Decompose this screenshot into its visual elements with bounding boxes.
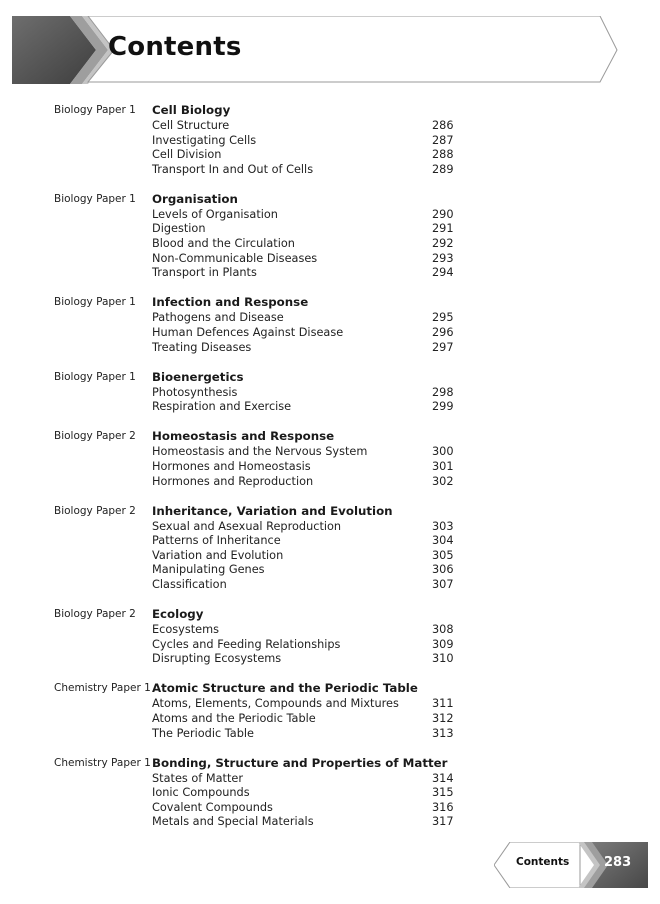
- toc-entry[interactable]: [0, 475, 660, 490]
- toc-entry[interactable]: [0, 563, 660, 578]
- paper-label: Biology Paper 2: [54, 430, 136, 443]
- topic-page-number: 300: [432, 445, 454, 459]
- topic-name: Hormones and Homeostasis: [152, 459, 311, 473]
- topic-page-number: 295: [432, 311, 454, 325]
- topic-name: The Periodic Table: [152, 726, 254, 740]
- topic-page-number: 286: [432, 119, 454, 132]
- paper-label: Biology Paper 1: [54, 192, 136, 205]
- topic-list: [0, 386, 660, 415]
- toc-entry[interactable]: [0, 549, 660, 564]
- toc-entry[interactable]: [0, 712, 660, 727]
- toc-entry[interactable]: [0, 727, 660, 742]
- topic-list: [0, 697, 660, 741]
- topic-page-number: 298: [432, 385, 454, 399]
- topic-name: Pathogens and Disease: [152, 311, 284, 325]
- topic-name: Atoms, Elements, Compounds and Mixtures: [152, 697, 399, 711]
- topic-page-number: 296: [432, 325, 454, 339]
- toc-entry[interactable]: [0, 786, 660, 801]
- paper-label: Biology Paper 1: [54, 370, 136, 383]
- footer-label: Contents: [516, 856, 570, 868]
- paper-label: Biology Paper 1: [54, 104, 136, 116]
- topic-name: Variation and Evolution: [152, 548, 284, 562]
- topic-name: Patterns of Inheritance: [152, 534, 281, 548]
- toc-entry[interactable]: [0, 652, 660, 667]
- header-banner-shape: [12, 16, 618, 84]
- toc-section: [0, 427, 660, 489]
- toc-entry[interactable]: [0, 134, 660, 149]
- page-title: Contents: [108, 32, 242, 62]
- topic-name: Metals and Special Materials: [152, 815, 314, 829]
- section-title: Bioenergetics: [152, 369, 244, 384]
- topic-page-number: 317: [432, 815, 454, 829]
- toc-entry[interactable]: [0, 119, 660, 134]
- topic-list: [0, 119, 660, 177]
- toc-entry[interactable]: [0, 772, 660, 787]
- topic-name: Disrupting Ecosystems: [152, 652, 282, 666]
- topic-name: Hormones and Reproduction: [152, 474, 314, 488]
- topic-name: Levels of Organisation: [152, 207, 278, 221]
- topic-name: Transport In and Out of Cells: [152, 162, 314, 176]
- paper-label: Chemistry Paper 1: [54, 756, 151, 769]
- topic-name: Cycles and Feeding Relationships: [152, 637, 341, 651]
- toc-entry[interactable]: [0, 520, 660, 535]
- topic-page-number: 288: [432, 148, 454, 162]
- page-number: 283: [604, 855, 632, 870]
- toc-entry[interactable]: [0, 578, 660, 593]
- toc-section: [0, 502, 660, 593]
- topic-name: Covalent Compounds: [152, 800, 273, 814]
- toc-entry[interactable]: [0, 237, 660, 252]
- topic-page-number: 304: [432, 534, 454, 548]
- topic-name: Cell Division: [152, 148, 222, 162]
- toc-entry[interactable]: [0, 445, 660, 460]
- topic-page-number: 297: [432, 340, 454, 354]
- toc-entry[interactable]: [0, 638, 660, 653]
- toc-entry[interactable]: [0, 163, 660, 178]
- toc-entry[interactable]: [0, 326, 660, 341]
- page-header: [12, 16, 618, 84]
- topic-page-number: 309: [432, 637, 454, 651]
- toc-section: [0, 190, 660, 281]
- topic-page-number: 314: [432, 771, 454, 785]
- topic-page-number: 313: [432, 726, 454, 740]
- toc-section: [0, 679, 660, 741]
- toc-entry[interactable]: [0, 208, 660, 223]
- toc-entry[interactable]: [0, 400, 660, 415]
- topic-name: Respiration and Exercise: [152, 400, 292, 414]
- topic-name: Non-Communicable Diseases: [152, 251, 318, 265]
- topic-page-number: 287: [432, 133, 454, 147]
- topic-list: [0, 445, 660, 489]
- section-title: Cell Biology: [152, 103, 231, 117]
- topic-page-number: 312: [432, 711, 454, 725]
- topic-page-number: 290: [432, 207, 454, 221]
- topic-name: Atoms and the Periodic Table: [152, 711, 316, 725]
- toc-entry[interactable]: [0, 386, 660, 401]
- topic-name: States of Matter: [152, 771, 243, 785]
- topic-name: Ionic Compounds: [152, 786, 250, 800]
- section-title: Inheritance, Variation and Evolution: [152, 503, 393, 518]
- topic-list: [0, 623, 660, 667]
- toc-entry[interactable]: [0, 815, 660, 830]
- topic-page-number: 294: [432, 266, 454, 280]
- topic-list: [0, 311, 660, 355]
- paper-label: Biology Paper 2: [54, 608, 136, 621]
- section-title: Bonding, Structure and Properties of Matter: [152, 755, 448, 770]
- topic-page-number: 310: [432, 652, 454, 666]
- toc-entry[interactable]: [0, 341, 660, 356]
- toc-entry[interactable]: [0, 266, 660, 281]
- topic-page-number: 308: [432, 623, 454, 637]
- topic-name: Human Defences Against Disease: [152, 325, 344, 339]
- toc-section: [0, 368, 660, 415]
- section-title: Homeostasis and Response: [152, 429, 335, 444]
- toc-entry[interactable]: [0, 623, 660, 638]
- topic-list: [0, 772, 660, 830]
- paper-label: Chemistry Paper 1: [54, 682, 151, 695]
- section-title: Ecology: [152, 607, 204, 622]
- toc-entry[interactable]: [0, 311, 660, 326]
- toc-entry[interactable]: [0, 252, 660, 267]
- topic-page-number: 293: [432, 251, 454, 265]
- topic-list: [0, 208, 660, 281]
- topic-name: Manipulating Genes: [152, 563, 265, 577]
- topic-name: Classification: [152, 577, 227, 591]
- topic-name: Cell Structure: [152, 119, 230, 132]
- paper-label: Biology Paper 1: [54, 296, 136, 309]
- toc-section: [0, 101, 660, 177]
- table-of-contents: [0, 101, 660, 843]
- topic-name: Homeostasis and the Nervous System: [152, 445, 368, 459]
- toc-entry[interactable]: [0, 697, 660, 712]
- toc-section: [0, 754, 660, 830]
- topic-page-number: 291: [432, 222, 454, 236]
- topic-page-number: 315: [432, 786, 454, 800]
- topic-page-number: 302: [432, 474, 454, 488]
- paper-label: Biology Paper 2: [54, 504, 136, 517]
- topic-name: Photosynthesis: [152, 385, 238, 399]
- toc-section: [0, 293, 660, 355]
- section-title: Infection and Response: [152, 295, 309, 310]
- topic-name: Transport in Plants: [152, 266, 257, 280]
- topic-page-number: 305: [432, 548, 454, 562]
- toc-entry[interactable]: [0, 801, 660, 816]
- topic-name: Ecosystems: [152, 623, 219, 637]
- topic-page-number: 299: [432, 400, 454, 414]
- page-footer: [494, 842, 648, 888]
- topic-list: [0, 520, 660, 593]
- topic-page-number: 292: [432, 237, 454, 251]
- section-title: Atomic Structure and the Periodic Table: [152, 681, 418, 696]
- toc-entry[interactable]: [0, 148, 660, 163]
- toc-entry[interactable]: [0, 222, 660, 237]
- section-title: Organisation: [152, 191, 238, 206]
- topic-name: Blood and the Circulation: [152, 237, 295, 251]
- topic-page-number: 303: [432, 519, 454, 533]
- toc-entry[interactable]: [0, 534, 660, 549]
- topic-name: Treating Diseases: [152, 340, 252, 354]
- topic-name: Sexual and Asexual Reproduction: [152, 519, 342, 533]
- topic-page-number: 301: [432, 459, 454, 473]
- topic-page-number: 289: [432, 162, 454, 176]
- toc-section: [0, 605, 660, 667]
- toc-entry[interactable]: [0, 460, 660, 475]
- topic-page-number: 306: [432, 563, 454, 577]
- topic-page-number: 311: [432, 697, 454, 711]
- topic-page-number: 307: [432, 577, 454, 591]
- topic-name: Digestion: [152, 222, 206, 236]
- topic-name: Investigating Cells: [152, 133, 257, 147]
- topic-page-number: 316: [432, 800, 454, 814]
